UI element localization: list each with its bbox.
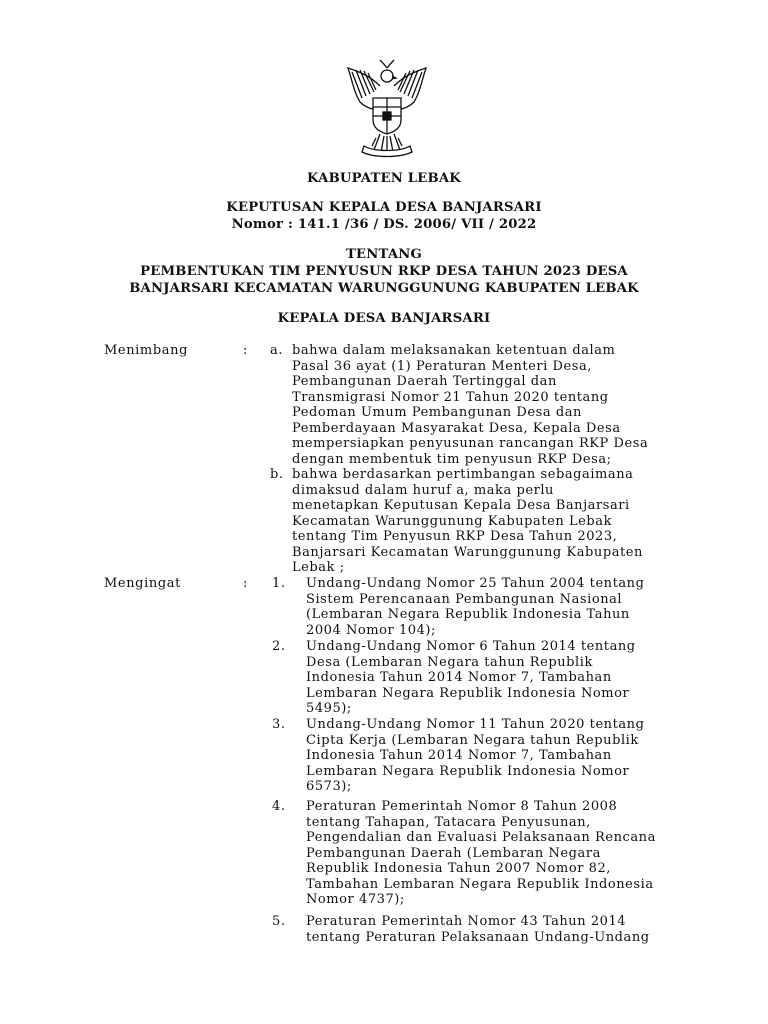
- text-line: Lembaran Negara Republik Indonesia Nomor: [306, 763, 630, 779]
- text-line: dimaksud dalam huruf a, maka perlu: [292, 482, 554, 498]
- decree-number: Nomor : 141.1 /36 / DS. 2006/ VII / 2022: [231, 217, 537, 232]
- issuer-heading: KEPALA DESA BANJARSARI: [277, 311, 491, 326]
- text-line: 2004 Nomor 104);: [306, 622, 436, 638]
- text-line: Pembangunan Daerah Tertinggal dan: [292, 374, 557, 389]
- text-line: Pengendalian dan Evaluasi Pelaksanaan Rencana: [306, 830, 656, 845]
- text-line: 5495);: [306, 701, 352, 716]
- text-line: Nomor 4737);: [306, 892, 405, 907]
- mengingat-marker-4: 4.: [272, 799, 286, 814]
- text-line: Transmigrasi Nomor 21 Tahun 2020 tentang: [292, 389, 609, 405]
- text-line: Pembangunan Daerah (Lembaran Negara: [306, 845, 601, 861]
- text-line: Lembaran Negara Republik Indonesia Nomor: [306, 685, 630, 701]
- text-line: Cipta Kerja (Lembaran Negara tahun Republik: [306, 732, 639, 748]
- menimbang-marker-a: a.: [270, 343, 284, 358]
- mengingat-item-1: [306, 576, 681, 638]
- text-line: tentang Peraturan Pelaksanaan Undang-Undang: [306, 929, 650, 945]
- mengingat-marker-1: 1.: [272, 576, 286, 591]
- text-line: mempersiapkan penyusunan rancangan RKP Desa: [292, 436, 649, 451]
- text-line: Pedoman Umum Pembangunan Desa dan: [292, 405, 582, 420]
- text-line: Peraturan Pemerintah Nomor 43 Tahun 2014: [306, 914, 627, 929]
- mengingat-marker-2: 2.: [272, 639, 286, 654]
- text-line: Banjarsari Kecamatan Warunggunung Kabupaten: [292, 544, 643, 560]
- menimbang-marker-b: b.: [270, 467, 284, 482]
- text-line: Undang-Undang Nomor 6 Tahun 2014 tentang: [306, 639, 636, 654]
- mengingat-item-3: [306, 717, 681, 795]
- subject-line-1: PEMBENTUKAN TIM PENYUSUN RKP DESA TAHUN 2023 DESA: [140, 264, 628, 279]
- text-line: Pemberdayaan Masyarakat Desa, Kepala Desa: [292, 420, 621, 436]
- text-line: Kecamatan Warunggunung Kabupaten Lebak: [292, 513, 613, 529]
- menimbang-colon: :: [243, 343, 248, 358]
- text-line: Republik Indonesia Tahun 2007 Nomor 82,: [306, 861, 611, 876]
- text-line: tentang Tahapan, Tatacara Penyusunan,: [306, 814, 591, 830]
- mengingat-item-4: [306, 799, 681, 908]
- text-line: menetapkan Keputusan Kepala Desa Banjarsari: [292, 498, 630, 513]
- region-title: KABUPATEN LEBAK: [307, 171, 461, 186]
- text-line: Tambahan Lembaran Negara Republik Indonesia: [306, 876, 654, 892]
- menimbang-item-b: [292, 467, 681, 576]
- text-line: (Lembaran Negara Republik Indonesia Tahun: [306, 607, 630, 622]
- subject-line-2: BANJARSARI KECAMATAN WARUNGGUNUNG KABUPATEN LEBAK: [129, 281, 639, 296]
- text-line: Undang-Undang Nomor 11 Tahun 2020 tentang: [306, 717, 645, 732]
- text-line: Desa (Lembaran Negara tahun Republik: [306, 654, 593, 670]
- mengingat-marker-5: 5.: [272, 914, 286, 929]
- mengingat-item-2: [306, 639, 681, 717]
- text-line: Undang-Undang Nomor 25 Tahun 2004 tentang: [306, 576, 645, 591]
- text-line: Peraturan Pemerintah Nomor 8 Tahun 2008: [306, 799, 618, 814]
- text-line: dengan membentuk tim penyusun RKP Desa;: [292, 451, 612, 467]
- text-line: Sistem Perencanaan Pembangunan Nasional: [306, 591, 623, 607]
- mengingat-label: Mengingat: [104, 576, 181, 591]
- text-line: Lebak ;: [292, 560, 345, 575]
- text-line: 6573);: [306, 779, 352, 794]
- about-heading: TENTANG: [346, 247, 422, 262]
- text-line: Indonesia Tahun 2014 Nomor 7, Tambahan: [306, 670, 612, 685]
- text-line: bahwa dalam melaksanakan ketentuan dalam: [292, 343, 616, 358]
- garuda-emblem-icon: [340, 58, 434, 160]
- text-line: bahwa berdasarkan pertimbangan sebagaimana: [292, 467, 634, 482]
- mengingat-colon: :: [243, 576, 248, 591]
- menimbang-item-a: [292, 343, 681, 467]
- mengingat-item-5: [306, 914, 681, 945]
- text-line: tentang Tim Penyusun RKP Desa Tahun 2023,: [292, 529, 618, 544]
- decree-title: KEPUTUSAN KEPALA DESA BANJARSARI: [226, 200, 542, 215]
- menimbang-label: Menimbang: [104, 343, 189, 358]
- mengingat-marker-3: 3.: [272, 717, 286, 732]
- text-line: Pasal 36 ayat (1) Peraturan Menteri Desa,: [292, 358, 592, 374]
- text-line: Indonesia Tahun 2014 Nomor 7, Tambahan: [306, 748, 612, 763]
